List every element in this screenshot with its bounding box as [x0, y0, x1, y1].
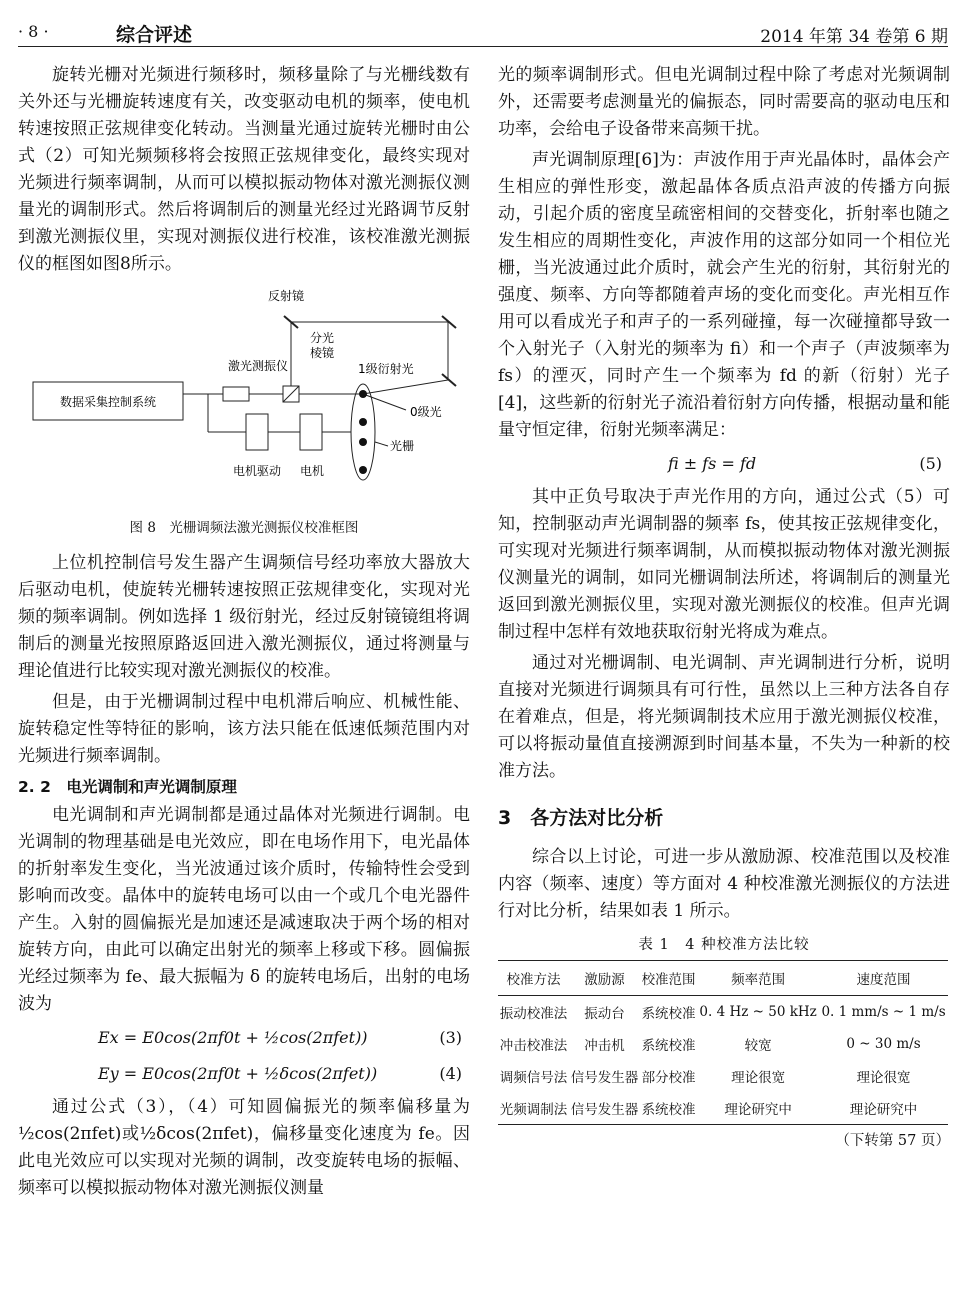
- motor-drive-label: 电机驱动: [233, 464, 282, 478]
- left-column: [18, 62, 470, 1206]
- figure-8-diagram: [18, 282, 470, 512]
- table-cell: 光频调制法: [498, 1092, 569, 1125]
- table-header: 速度范围: [819, 961, 948, 996]
- equation-body: Ey = E0cos(2πf0t + ½δcos(2πfet)): [98, 1064, 378, 1083]
- table-row: [498, 1092, 948, 1125]
- page-header: [18, 10, 948, 47]
- table-cell: 信号发生器: [570, 1070, 639, 1086]
- equation-4: [18, 1058, 470, 1092]
- table-cell: 较宽: [744, 1038, 772, 1054]
- first-order-label: 1级衍射光: [358, 362, 414, 376]
- table-cell: 调频信号法: [499, 1070, 568, 1086]
- vibrometer-box: [223, 387, 249, 401]
- paragraph: 通过公式（3），（4）可知圆偏振光的频率偏移量为½cos(2πfet)或½δcos(2πfet)，偏移量变化速度为 fe。因此电光效应可以实现对光频的调制，改变旋转电场的振幅、频率可以模拟振动物体对激光测振仪测量: [18, 1097, 470, 1198]
- table-row: [498, 1028, 948, 1060]
- paragraph: 声光调制原理[6]为：声波作用于声光晶体时，晶体会产生相应的弹性形变，激起晶体各质点沿声波的传播方向振动，引起介质的密度呈疏密相间的交替变化，折射率也随之发生相应的周期性变化，声波作用的这部分如同一个相位光栅，当光波通过此介质时，就会产生光的衍射，其衍射光的强度、频率、方向等都随着声场的变化而变化。声光相互作用可以看成光子和声子的一系列碰撞，每一次碰撞都导致一个入射光子（入射光的频率为 fi）和一个声子（声波频率为 fs）的湮灭，同时产生一个频率为 fd 的新（衍射）光子[4]，这些新的衍射光子流沿着衍射方向传播，根据动量和能量守恒定律，衍射光频率满足：: [498, 150, 950, 440]
- table-cell: 部分校准: [641, 1070, 696, 1086]
- equation-number: (3): [439, 1028, 462, 1047]
- motor-box: [300, 414, 322, 450]
- equation-body: fi ± fs = fd: [668, 454, 757, 473]
- paragraph: 电光调制和声光调制都是通过晶体对光频进行调制。电光调制的物理基础是电光效应，即在电场作用下，电光晶体的折射率发生变化，当光波通过该介质时，传输特性会受到影响而改变。晶体中的旋转电场可以由一个或几个电光器件产生。入射的圆偏振光是加速还是减速取决于两个场的相对旋转方向，由此可以确定出射光的频率上移或下移。圆偏振光经过频率为 fe、最大振幅为 δ 的旋转电场后，出射的电场波为: [18, 805, 470, 1014]
- paragraph: 旋转光栅对光频进行频移时，频移量除了与光栅线数有关外还与光栅旋转速度有关，改变驱动电机的频率，使电机转速按照正弦规律变化转动。当测量光通过旋转光栅时由公式（2）可知光频频移将会按照正弦规律变化，最终实现对光频进行频率调制，从而可以模拟振动物体对激光测振仪测量光的调制形式。然后将调制后的测量光经过光路调节反射到激光测振仪里，实现对测振仪进行校准，该校准激光测振仪的框图如图8所示。: [18, 65, 470, 274]
- equation-number: (5): [919, 454, 942, 473]
- equation-body: Ex = E0cos(2πf0t + ½cos(2πfet)): [98, 1028, 368, 1047]
- paragraph: 其中正负号取决于声光作用的方向，通过公式（5）可知，控制驱动声光调制器的频率 fs，使其按正弦规律变化，可实现对光频进行频率调制，从而模拟振动物体对激光测振仪测量光的调制，如同光栅调制法所述，将调制后的测量光返回到激光测振仪里，实现对激光测振仪的校准。但声光调制过程中怎样有效地获取衍射光将成为难点。: [498, 487, 950, 642]
- table-caption: 表 1 4 种校准方法比较: [638, 937, 810, 953]
- prism-label-2: 棱镜: [310, 346, 335, 360]
- zero-order-label: 0级光: [410, 405, 442, 419]
- paragraph: 上位机控制信号发生器产生调频信号经功率放大器放大后驱动电机，使旋转光栅转速按照正弦规律变化，实现对光频的频率调制。例如选择 1 级衍射光，经过反射镜镜组将调制后的测量光按照原路返回进入激光测振仪，通过将测量与理论值进行比较实现对激光测振仪的校准。: [18, 553, 470, 681]
- equation-number: (4): [439, 1064, 462, 1083]
- paragraph: 光的频率调制形式。但电光调制过程中除了考虑对光频调制外，还需要考虑测量光的偏振态，同时需要高的驱动电压和功率，会给电子设备带来高频干扰。: [498, 65, 950, 139]
- table-cell: 0. 1 mm/s ~ 1 m/s: [821, 1004, 946, 1020]
- grating-disc: [351, 384, 375, 480]
- vibrometer-label: 激光测振仪: [228, 359, 289, 373]
- block-diagram: [18, 282, 470, 512]
- table-cell: 理论很宽: [731, 1070, 786, 1086]
- section-heading: 2. 2 电光调制和声光调制原理: [18, 778, 237, 796]
- grating-label: 光栅: [390, 439, 415, 453]
- table-cell: 0 ~ 30 m/s: [846, 1036, 921, 1052]
- right-column: [498, 62, 950, 1150]
- table-cell: 系统校准: [641, 1038, 696, 1054]
- table-cell: 理论研究中: [697, 1092, 819, 1125]
- motor-drive-box: [246, 414, 268, 450]
- system-label: 数据采集控制系统: [59, 395, 157, 409]
- table-header-row: [498, 961, 948, 996]
- comparison-table: [498, 960, 948, 1125]
- continued-note: （下转第 57 页）: [835, 1133, 950, 1149]
- table-cell: 理论研究中: [819, 1092, 948, 1125]
- figure-caption: 图 8 光栅调频法激光测振仪校准框图: [129, 520, 359, 536]
- table-cell: 系统校准: [640, 1092, 697, 1125]
- equation-5: [498, 448, 950, 482]
- table-row: [498, 996, 948, 1029]
- table-row: [498, 1060, 948, 1092]
- table-cell: 冲击机: [584, 1038, 625, 1054]
- table-cell: 信号发生器: [569, 1092, 640, 1125]
- paragraph: 通过对光栅调制、电光调制、声光调制进行分析，说明直接对光频进行调频具有可行性，虽然以上三种方法各自存在着难点，但是，将光频调制技术应用于激光测振仪校准，可以将振动量值直接溯源到时间基本量，不失为一种新的校准方法。: [498, 653, 950, 781]
- table-cell: 理论很宽: [856, 1070, 911, 1086]
- paragraph: 综合以上讨论，可进一步从激励源、校准范围以及校准内容（频率、速度）等方面对 4 种校准激光测振仪的方法进行对比分析，结果如表 1 所示。: [498, 847, 950, 921]
- table-header: 校准方法: [498, 961, 569, 996]
- table-cell: 振动校准法: [499, 1006, 568, 1022]
- section-title: 综合评述: [116, 24, 193, 46]
- table-cell: 系统校准: [641, 1006, 696, 1022]
- motor-label: 电机: [300, 464, 325, 478]
- table-cell: 0. 4 Hz ~ 50 kHz: [699, 1004, 817, 1020]
- prism-label-1: 分光: [310, 331, 335, 345]
- table-header: 激励源: [569, 961, 640, 996]
- table-header: 校准范围: [640, 961, 697, 996]
- issue-info: 2014 年第 34 卷第 6 期: [760, 27, 948, 47]
- paragraph: 但是，由于光栅调制过程中电机滞后响应、机械性能、旋转稳定性等特征的影响，该方法只能在低速低频范围内对光频进行频率调制。: [18, 692, 470, 766]
- section-heading: 3 各方法对比分析: [498, 807, 664, 829]
- mirror-label: 反射镜: [268, 289, 305, 303]
- table-cell: 振动台: [584, 1006, 625, 1022]
- table-header: 频率范围: [697, 961, 819, 996]
- table-cell: 冲击校准法: [499, 1038, 568, 1054]
- equation-3: [18, 1022, 470, 1056]
- page-number: · 8 ·: [18, 22, 49, 41]
